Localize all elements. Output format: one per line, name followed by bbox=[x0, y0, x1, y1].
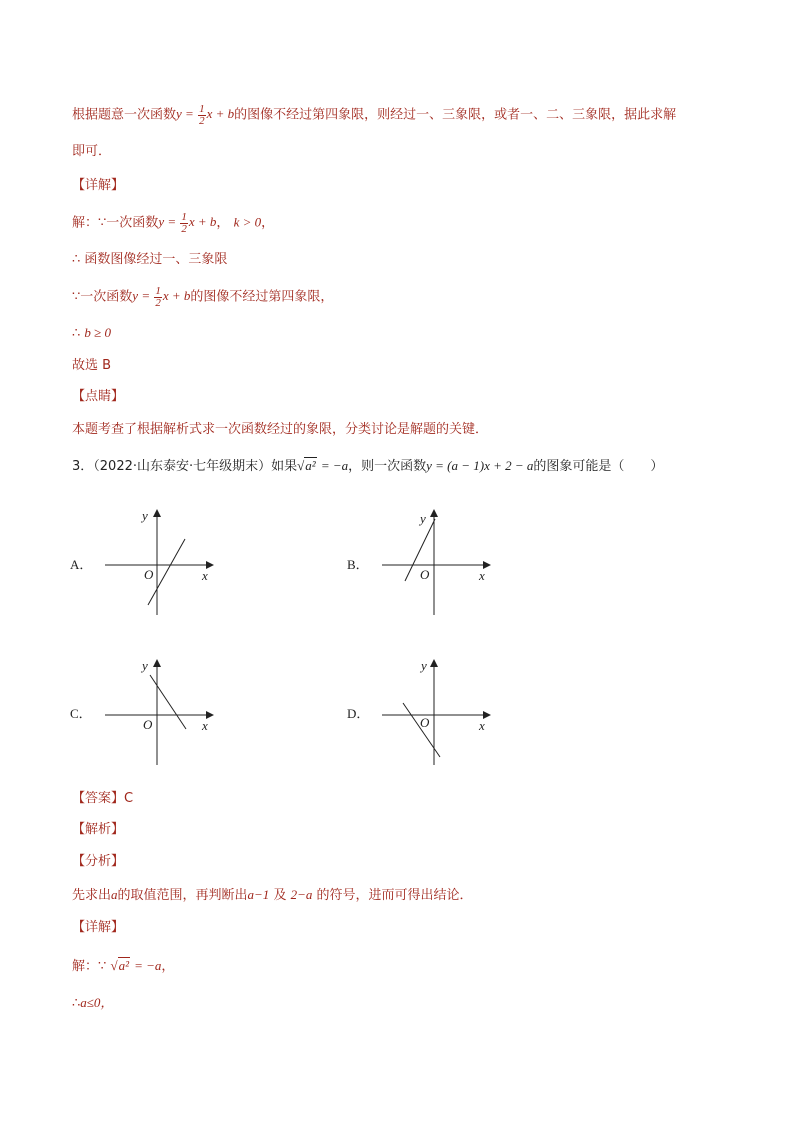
text-segment: 函数图像经过一、三象限 bbox=[84, 252, 228, 267]
x-axis-label: x bbox=[479, 718, 485, 733]
solution1-line-5: 故选 B bbox=[72, 358, 112, 373]
text-segment: 解： bbox=[72, 215, 99, 231]
b-condition: b ≥ 0 bbox=[84, 325, 112, 340]
text-segment: 一次函数 bbox=[106, 215, 159, 231]
solution1-line-4 bbox=[72, 323, 111, 344]
question-function: y = (a − 1)x + 2 − a bbox=[426, 458, 534, 473]
text-segment: 一次函数 bbox=[80, 289, 133, 305]
question-3 bbox=[72, 456, 663, 477]
sqrt-radicand: a² bbox=[118, 958, 129, 973]
text-segment: 3．（2022·山东泰安·七年级期末）如果 bbox=[72, 459, 298, 474]
sqrt-rhs: = −a bbox=[320, 458, 349, 473]
therefore-symbol: ∴ bbox=[72, 251, 81, 266]
origin-label: O bbox=[144, 567, 154, 582]
analysis-line-1 bbox=[72, 104, 676, 127]
sqrt-expression: √a² bbox=[297, 458, 316, 473]
text-segment: ， bbox=[261, 215, 275, 231]
text-segment: 先求出 bbox=[72, 888, 112, 903]
math-lhs: y = bbox=[176, 106, 194, 122]
therefore-symbol: ∴ bbox=[72, 995, 81, 1010]
sqrt-radicand: a² bbox=[305, 458, 316, 473]
option-c-graph[interactable] bbox=[100, 655, 220, 765]
section-detail-heading-2: 【详解】 bbox=[72, 920, 125, 935]
math-tail: x + b bbox=[188, 214, 217, 230]
math-tail: x + b bbox=[206, 106, 235, 122]
function-line bbox=[150, 675, 186, 729]
x-axis-label: x bbox=[479, 568, 485, 583]
text-segment: ， bbox=[216, 215, 230, 231]
math-tail: x + b bbox=[162, 288, 191, 304]
because-symbol: ∵ bbox=[98, 214, 107, 230]
fraction bbox=[198, 104, 206, 127]
section-analysis-heading: 【分析】 bbox=[72, 854, 125, 869]
x-axis-label: x bbox=[202, 568, 208, 583]
option-c-label[interactable]: C． bbox=[70, 706, 92, 721]
text-segment: 的图象可能是（ ） bbox=[533, 459, 664, 474]
math-func bbox=[158, 211, 217, 235]
origin-label: O bbox=[143, 717, 153, 732]
y-axis-label: y bbox=[142, 658, 148, 673]
section-detail-heading: 【详解】 bbox=[72, 178, 125, 193]
option-d-label[interactable]: D． bbox=[347, 706, 370, 721]
text-segment: 根据题意一次函数 bbox=[72, 107, 177, 123]
frac-num: 1 bbox=[181, 211, 187, 223]
sqrt-rhs: = −a bbox=[134, 958, 162, 973]
section-comment-heading: 【点睛】 bbox=[72, 389, 125, 404]
solution2-line-2 bbox=[72, 993, 113, 1014]
text-segment: 的图像不经过第四象限， bbox=[190, 289, 334, 305]
frac-num: 1 bbox=[155, 285, 161, 297]
k-condition: k > 0 bbox=[233, 214, 262, 230]
solution1-line-3 bbox=[72, 286, 333, 309]
option-b-label[interactable]: B． bbox=[347, 557, 369, 572]
frac-den: 2 bbox=[181, 223, 187, 235]
y-axis-label: y bbox=[142, 508, 148, 523]
math-func bbox=[132, 285, 191, 309]
math-lhs: y = bbox=[158, 214, 177, 230]
solution1-line-2 bbox=[72, 249, 227, 270]
frac-num: 1 bbox=[199, 103, 205, 115]
math-expr-2: 2−a bbox=[290, 887, 313, 902]
math-expr-1: a−1 bbox=[247, 887, 270, 902]
option-a-graph[interactable] bbox=[100, 505, 220, 615]
solution1-line-1 bbox=[72, 212, 274, 235]
fraction bbox=[180, 212, 188, 235]
a-condition: a≤0， bbox=[80, 995, 114, 1010]
text-segment: 的符号，进而可得出结论． bbox=[316, 888, 473, 903]
because-symbol: ∵ bbox=[98, 958, 107, 973]
x-axis-label: x bbox=[202, 718, 208, 733]
text-segment: ，则一次函数 bbox=[348, 459, 427, 474]
frac-den: 2 bbox=[199, 115, 205, 127]
analysis-line-2: 即可． bbox=[72, 144, 112, 159]
math-lhs: y = bbox=[132, 288, 151, 304]
text-segment: ， bbox=[161, 959, 175, 974]
analysis2-line bbox=[72, 885, 473, 906]
because-symbol: ∵ bbox=[72, 288, 81, 304]
origin-label: O bbox=[420, 715, 430, 730]
option-a-label[interactable]: A． bbox=[70, 557, 93, 572]
solution2-line-1 bbox=[72, 956, 174, 977]
text-segment: 的图像不经过第四象限，则经过一、三象限，或者一、二、三象限，据此求解 bbox=[234, 107, 677, 123]
comment-text: 本题考查了根据解析式求一次函数经过的象限，分类讨论是解题的关键． bbox=[72, 422, 489, 437]
math-a: a bbox=[111, 887, 118, 902]
frac-den: 2 bbox=[155, 297, 161, 309]
section-parse-heading: 【解析】 bbox=[72, 822, 125, 837]
text-segment: 的取值范围，再判断出 bbox=[117, 888, 248, 903]
option-d-graph[interactable] bbox=[377, 655, 497, 765]
fraction bbox=[154, 286, 162, 309]
answer-line: 【答案】C bbox=[72, 791, 134, 806]
therefore-symbol: ∴ bbox=[72, 325, 81, 340]
option-b-graph[interactable] bbox=[377, 505, 497, 615]
origin-label: O bbox=[420, 567, 430, 582]
function-line bbox=[148, 539, 185, 605]
y-axis-label: y bbox=[421, 658, 427, 673]
text-segment: 及 bbox=[273, 888, 287, 903]
sqrt-expression: √a² bbox=[110, 958, 129, 973]
math-func bbox=[176, 103, 235, 127]
y-axis-label: y bbox=[420, 511, 426, 526]
text-segment: 解： bbox=[72, 959, 99, 974]
